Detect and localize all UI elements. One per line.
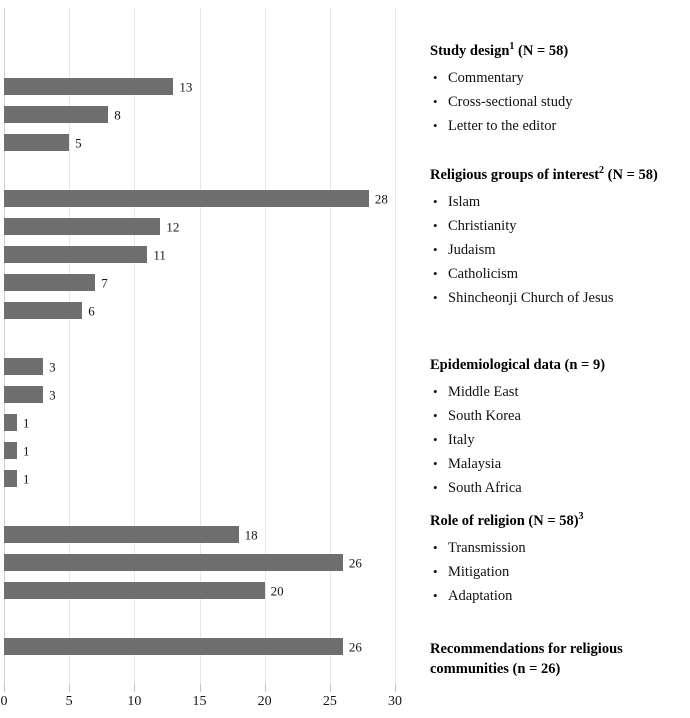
legend-group (430, 640, 690, 683)
legend-item-label: Judaism (448, 241, 496, 258)
list-item (430, 190, 690, 214)
bar-row (4, 442, 395, 459)
legend-item-label: Adaptation (448, 587, 513, 604)
legend-group-heading: Recommendations for religious communities (n = 26) (430, 641, 623, 677)
bar-value-label: 13 (179, 79, 193, 94)
bullet-icon: • (433, 479, 438, 495)
bar (4, 218, 160, 235)
bar-row (4, 302, 395, 319)
bar (4, 190, 369, 207)
bar (4, 414, 17, 431)
bar-value-label: 8 (114, 107, 121, 122)
bar-value-label: 26 (348, 639, 362, 654)
bar-row (4, 470, 395, 487)
list-item (430, 476, 690, 500)
bar-row (4, 582, 395, 599)
heading-superscript: 1 (509, 41, 515, 53)
bullet-icon: • (433, 563, 438, 579)
bar-row (4, 246, 395, 263)
bullet-icon: • (433, 69, 438, 85)
legend-item-label: Cross-sectional study (448, 93, 573, 110)
legend-group-heading: Study design$^1$ (N = 58) (430, 41, 569, 59)
bar-value-label: 6 (88, 303, 95, 318)
bar-row (4, 638, 395, 655)
bar-row (4, 106, 395, 123)
x-tick-label: 0 (0, 694, 8, 709)
list-item (430, 90, 690, 114)
bar-row (4, 274, 395, 291)
bar-value-label: 28 (374, 191, 388, 206)
legend-item-label: Middle East (448, 383, 519, 400)
bar-value-label: 1 (23, 415, 30, 430)
gridline (395, 8, 396, 684)
bar-value-label: 20 (270, 583, 284, 598)
bar-row (4, 190, 395, 207)
legend-item-label: Islam (448, 193, 481, 210)
bar-row (4, 554, 395, 571)
legend-item-label: Shincheonji Church of Jesus (448, 289, 614, 306)
legend-item-label: Catholicism (448, 265, 519, 282)
list-item (430, 452, 690, 476)
bar-value-label: 5 (75, 135, 82, 150)
bar (4, 134, 69, 151)
bullet-icon: • (433, 193, 438, 209)
bar (4, 470, 17, 487)
bar (4, 526, 239, 543)
legend-group (430, 356, 690, 500)
list-item (430, 262, 690, 286)
bar (4, 442, 17, 459)
bar-row (4, 526, 395, 543)
bullet-icon: • (433, 539, 438, 555)
x-tick-mark (4, 684, 5, 692)
legend-item-label: Commentary (448, 69, 524, 86)
bar-row (4, 134, 395, 151)
x-tick-label: 5 (65, 694, 73, 709)
legend-item-label: Transmission (448, 539, 526, 556)
bar (4, 358, 43, 375)
legend-group-heading: Role of religion (N = 58)$^3$ (430, 511, 584, 529)
bar-row (4, 414, 395, 431)
x-tick-mark (200, 684, 201, 692)
heading-superscript: 3 (578, 511, 584, 523)
x-tick-mark (330, 684, 331, 692)
legend-item-list (430, 190, 690, 310)
x-tick-mark (69, 684, 70, 692)
legend-item-list (430, 66, 690, 138)
legend-item-label: Mitigation (448, 563, 510, 580)
list-item (430, 214, 690, 238)
x-axis (0, 684, 402, 718)
bar-value-label: 12 (166, 219, 180, 234)
bar-value-label: 1 (23, 443, 30, 458)
bar (4, 78, 173, 95)
bar-row (4, 358, 395, 375)
legend-group (430, 166, 690, 310)
legend-group-heading: Religious groups of interest$^2$ (N = 58) (430, 165, 658, 183)
legend-item-label: Letter to the editor (448, 117, 557, 134)
bullet-icon: • (433, 455, 438, 471)
bar-value-label: 3 (49, 387, 56, 402)
bar (4, 638, 343, 655)
bar-value-label: 26 (348, 555, 362, 570)
legend-item-label: South Africa (448, 479, 522, 496)
list-item (430, 404, 690, 428)
legend-item-label: South Korea (448, 407, 521, 424)
legend-item-label: Christianity (448, 217, 517, 234)
x-tick-label: 30 (388, 694, 402, 709)
legend-panel (430, 0, 690, 718)
bullet-icon: • (433, 383, 438, 399)
list-item (430, 428, 690, 452)
bullet-icon: • (433, 407, 438, 423)
bullet-icon: • (433, 241, 438, 257)
legend-group (430, 512, 690, 608)
list-item (430, 536, 690, 560)
bar (4, 246, 147, 263)
legend-item-label: Malaysia (448, 455, 502, 472)
list-item (430, 380, 690, 404)
legend-item-label: Italy (448, 431, 475, 448)
list-item (430, 114, 690, 138)
bar-value-label: 11 (153, 247, 166, 262)
legend-group-heading: Epidemiological data (n = 9) (430, 357, 606, 373)
x-tick-label: 10 (127, 694, 142, 709)
x-tick-label: 20 (257, 694, 272, 709)
x-tick-mark (395, 684, 396, 692)
legend-group (430, 42, 690, 138)
bar-value-label: 3 (49, 359, 56, 374)
bullet-icon: • (433, 431, 438, 447)
bullet-icon: • (433, 117, 438, 133)
bar-value-label: 18 (244, 527, 258, 542)
bullet-icon: • (433, 93, 438, 109)
bar (4, 106, 108, 123)
bar (4, 582, 265, 599)
bar (4, 386, 43, 403)
legend-item-list (430, 536, 690, 608)
x-tick-mark (134, 684, 135, 692)
bullet-icon: • (433, 217, 438, 233)
plot-area (4, 8, 395, 684)
bar-value-label: 1 (23, 471, 30, 486)
bullet-icon: • (433, 289, 438, 305)
list-item (430, 286, 690, 310)
bar-row (4, 218, 395, 235)
list-item (430, 560, 690, 584)
bar-value-label: 7 (101, 275, 108, 290)
bar-row (4, 78, 395, 95)
bar (4, 274, 95, 291)
x-tick-label: 25 (322, 694, 337, 709)
legend-item-list (430, 380, 690, 500)
list-item (430, 66, 690, 90)
list-item (430, 238, 690, 262)
bullet-icon: • (433, 265, 438, 281)
list-item (430, 584, 690, 608)
bar (4, 554, 343, 571)
x-tick-mark (265, 684, 266, 692)
x-tick-label: 15 (192, 694, 207, 709)
bar (4, 302, 82, 319)
heading-superscript: 2 (599, 165, 605, 177)
bullet-icon: • (433, 587, 438, 603)
bar-row (4, 386, 395, 403)
